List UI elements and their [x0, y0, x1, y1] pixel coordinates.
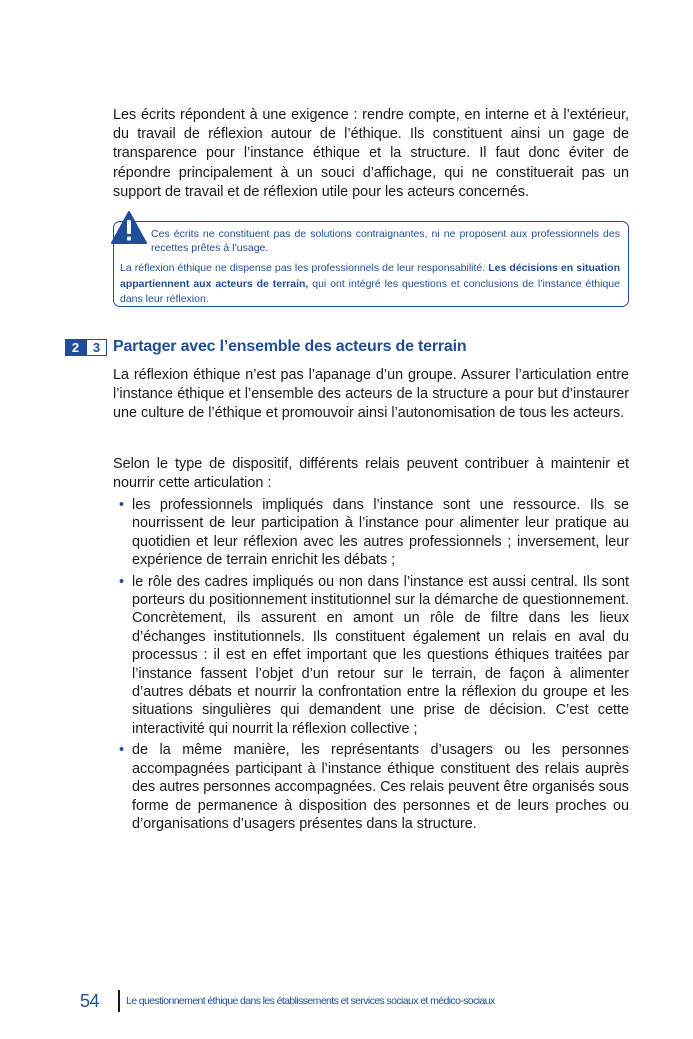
footer-title: Le questionnement éthique dans les établissements et services sociaux et médico-sociaux	[126, 995, 495, 1007]
list-item-text: les professionnels impliqués dans l’instance sont une ressource. Ils se nourrissent de leur participation à l’instance pour alimenter leur pratique au quotidien et leur réflexion avec les autres professionnels ; inversement, leur expérience de terrain enrichit les débats ;	[132, 497, 629, 569]
list-item-text: le rôle des cadres impliqués ou non dans l’instance est aussi central. Ils sont porteurs du positionnement institutionnel sur la démarche de questionnement. Concrètement, ils assurent en amont un rôle de filtre dans les lieux d’échanges institutionnels. Ils constituent également un relais en aval du processus : il est en effet important que les questions éthiques traitées par l’instance fassent l’objet d’un retour sur le terrain, de façon à alimenter d’autres débats et nourrir la confrontation entre la réflexion du groupe et les situations singulières qui demandent une prise de décision. C’est cette interactivité qui nourrit la réflexion collective ;	[132, 573, 629, 737]
warning-text-end: qui ont intégré les questions et conclusions de l’instance éthique dans leur réflexion.	[120, 277, 620, 305]
warning-text-start: La réflexion éthique ne dispense pas les professionnels de leur responsabilité.	[120, 262, 489, 274]
list-item-text: de la même manière, les représentants d’usagers ou les personnes accompagnées participant à l’instance éthique constituent des relais auprès des autres personnes accompagnées. Ces relais peuvent être organisés sous forme de permanence à disposition des personnes et de leurs proches ou d’organisations d’usagers présentes dans la structure.	[132, 742, 629, 832]
section-number	[65, 339, 107, 356]
section-number-sub: 3	[86, 339, 107, 356]
bullet-icon: •	[119, 497, 125, 513]
list-item	[113, 573, 629, 739]
warning-triangle-icon	[110, 210, 148, 246]
warning-box	[113, 221, 629, 307]
list-item	[113, 496, 629, 570]
page-footer	[0, 990, 693, 1014]
page-number: 54	[80, 991, 100, 1011]
bullet-list	[113, 496, 629, 836]
warning-text-primary: Ces écrits ne constituent pas de solutions contraignantes, ni ne proposent aux professionnels des recettes prêtes à l’usage.	[151, 228, 620, 254]
list-item	[113, 741, 629, 833]
bullet-icon: •	[119, 573, 125, 590]
bullet-icon: •	[119, 742, 125, 759]
footer-divider	[118, 990, 120, 1012]
body-paragraph-1: La réflexion éthique n’est pas l’apanage d’un groupe. Assurer l’articulation entre l’instance éthique et l’ensemble des acteurs de la structure a pour but d’instaurer une culture de l’éthique et promouvoir ainsi l’autonomisation de tous les acteurs.	[113, 367, 629, 422]
intro-paragraph: Les écrits répondent à une exigence : rendre compte, en interne et à l’extérieur, du travail de réflexion autour de l’éthique. Ils constituent ainsi un gage de transparence pour l’instance éthique et la structure. Il faut donc éviter de répondre principalement à un souci d’affichage, qui ne constituerait pas un support de travail et de réflexion utile pour les acteurs concernés.	[113, 107, 629, 200]
warning-text-secondary	[120, 261, 620, 308]
section-number-chapter: 2	[65, 339, 86, 356]
section-title: Partager avec l’ensemble des acteurs de terrain	[113, 338, 467, 355]
warning-text-emphasis: Les décisions en situation appartiennent aux acteurs de terrain,	[120, 262, 620, 290]
body-paragraph-2: Selon le type de dispositif, différents relais peuvent contribuer à maintenir et nourrir cette articulation :	[113, 456, 629, 492]
